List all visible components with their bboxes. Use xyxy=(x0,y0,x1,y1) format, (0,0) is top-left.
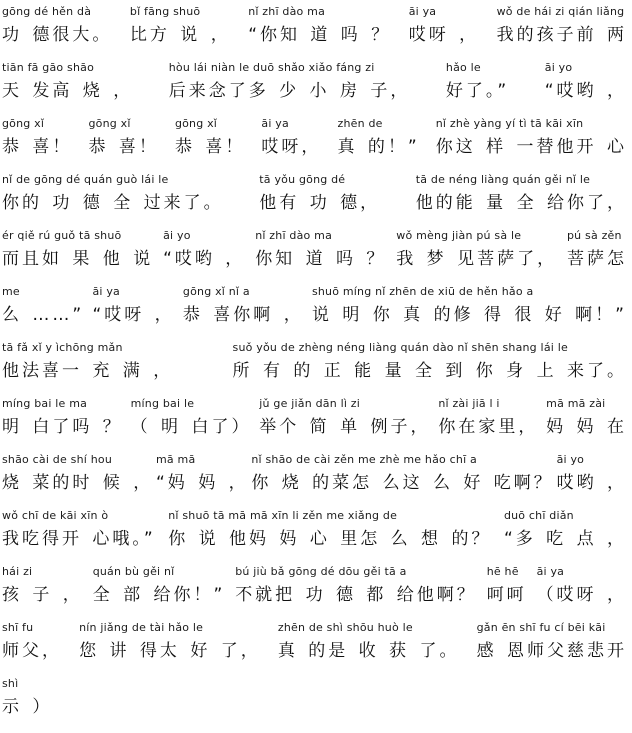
phrase-segment xyxy=(183,284,304,331)
pinyin-annotation: gōng dé hěn dà xyxy=(2,5,92,18)
phrase-segment xyxy=(2,452,153,499)
hanzi-text: 我的孩子前 两 xyxy=(496,25,627,45)
phrase-segment xyxy=(2,564,83,611)
hanzi-text: “妈 妈 ， xyxy=(155,473,249,493)
hanzi-text: （ 明 白了） xyxy=(130,417,252,437)
hanzi-text: 比方 说 ， xyxy=(129,25,231,45)
text-line xyxy=(2,172,627,219)
phrase-segment xyxy=(567,228,627,275)
pinyin-annotation: āi ya xyxy=(408,5,437,18)
phrase-segment xyxy=(169,60,411,107)
hanzi-text: 功 德很大。 xyxy=(2,25,113,45)
text-line xyxy=(2,508,627,555)
phrase-segment xyxy=(2,4,112,51)
pinyin-annotation: zhēn de shì shōu huò le xyxy=(277,621,413,634)
hanzi-text: “你知 道 吗 ？ xyxy=(248,25,392,45)
phrase-segment xyxy=(131,396,252,443)
phrase-segment xyxy=(409,4,479,51)
text-line xyxy=(2,676,627,723)
hanzi-text: 菩萨怎 xyxy=(566,249,627,269)
pinyin-annotation: duō chī diǎn xyxy=(503,509,574,522)
pinyin-annotation: bǐ fāng shuō xyxy=(129,5,201,18)
text-line xyxy=(2,60,627,107)
phrase-segment xyxy=(546,396,627,443)
hanzi-text: 全 部 给你！” xyxy=(92,585,226,605)
pinyin-annotation: hǎo le xyxy=(445,61,481,74)
phrase-segment xyxy=(175,116,245,163)
phrase-segment xyxy=(278,620,460,667)
phrase-segment xyxy=(156,452,249,499)
hanzi-text: 你的 功 德 全 过来了。 xyxy=(2,193,224,213)
pinyin-annotation: nín jiǎng de tài hǎo le xyxy=(79,621,204,634)
hanzi-text: 呵呵 xyxy=(486,585,527,605)
pinyin-annotation: āi ya xyxy=(261,117,289,130)
pinyin-annotation: nǐ zhī dào ma xyxy=(255,229,333,242)
pinyin-annotation: āi ya xyxy=(92,285,120,298)
hanzi-text: “哎哟 ， xyxy=(544,81,627,101)
hanzi-text: 后来念了多 少 小 房 子， xyxy=(168,81,411,101)
pinyin-annotation: shāo cài de shí hou xyxy=(2,453,112,466)
phrase-segment xyxy=(2,508,156,555)
pinyin-annotation: mā mā zài xyxy=(546,397,606,410)
phrase-segment xyxy=(497,4,627,51)
pinyin-annotation: tā fǎ xǐ y ìchōng mǎn xyxy=(2,341,123,354)
phrase-segment xyxy=(163,228,245,275)
phrase-segment xyxy=(416,172,627,219)
hanzi-text: 你在家里， xyxy=(438,417,539,437)
hanzi-text: 你知 道 吗 ？ xyxy=(255,249,387,269)
phrase-segment xyxy=(477,620,627,667)
hanzi-text: 恭 喜！ xyxy=(2,137,73,157)
hanzi-text: 他法喜一 充 满 ， xyxy=(2,361,174,381)
pinyin-annotation: nǐ shuō tā mā mā xīn li zěn me xiǎng de xyxy=(168,509,398,522)
pinyin-annotation: āi ya xyxy=(536,565,565,578)
hanzi-text: 妈 妈 在 xyxy=(546,417,627,437)
pinyin-annotation: gǎn ēn shī fu cí bēi kāi xyxy=(476,621,606,634)
phrase-segment xyxy=(487,564,527,611)
hanzi-text: 师父， xyxy=(2,641,62,661)
pinyin-annotation: jǔ ge jiǎn dān lì zi xyxy=(259,397,361,410)
pinyin-annotation: ér qiě rú guǒ tā shuō xyxy=(2,229,122,242)
phrase-segment xyxy=(248,4,391,51)
phrase-segment xyxy=(93,564,226,611)
text-line xyxy=(2,452,627,499)
pinyin-annotation: nǐ de gōng dé quán guò lái le xyxy=(2,173,169,186)
hanzi-text: 天 发高 烧 ， xyxy=(2,81,134,101)
hanzi-text: 你 说 他妈 妈 心 里怎 么 想 的？ xyxy=(168,529,492,549)
text-line xyxy=(2,4,627,51)
pinyin-annotation: nǐ shāo de cài zěn me zhè me hǎo chī a xyxy=(251,453,477,466)
phrase-segment xyxy=(438,396,538,443)
phrase-segment xyxy=(261,116,321,163)
pinyin-annotation: shì xyxy=(2,677,19,690)
phrase-segment xyxy=(396,228,557,275)
phrase-segment xyxy=(312,284,627,331)
phrase-segment xyxy=(436,116,627,163)
hanzi-text: 恭 喜你啊 ， xyxy=(182,305,304,325)
pinyin-annotation: quán bù gěi nǐ xyxy=(92,565,175,578)
phrase-segment xyxy=(2,284,84,331)
pinyin-annotation: wǒ de hái zi qián liǎng xyxy=(496,5,625,18)
phrase-segment xyxy=(557,452,627,499)
phrase-segment xyxy=(504,508,627,555)
hanzi-text: 孩 子 ， xyxy=(2,585,83,605)
pinyin-annotation: nǐ zài jiā l i xyxy=(438,397,500,410)
hanzi-text: 哎哟 ， xyxy=(556,473,627,493)
phrase-segment xyxy=(545,60,627,107)
phrase-segment xyxy=(2,620,62,667)
hanzi-text: 烧 菜的时 候 ， xyxy=(2,473,154,493)
hanzi-text: 示 ） xyxy=(2,697,53,717)
phrase-segment xyxy=(251,452,553,499)
phrase-segment xyxy=(2,60,133,107)
hanzi-text: 恭 喜！ xyxy=(88,137,159,157)
hanzi-text: （哎呀 ， xyxy=(536,585,627,605)
pinyin-annotation: tā yǒu gōng dé xyxy=(259,173,346,186)
hanzi-text: “多 吃 点 ， xyxy=(503,529,627,549)
phrase-segment xyxy=(2,172,224,219)
hanzi-text: 你这 样 一替他开 心 xyxy=(435,137,627,157)
hanzi-text: 你 烧 的菜怎 么这 么 好 吃啊？ xyxy=(251,473,554,493)
pinyin-annotation: wǒ chī de kāi xīn ò xyxy=(2,509,109,522)
hanzi-text: 真 的是 收 获 了。 xyxy=(277,641,460,661)
text-line xyxy=(2,284,627,331)
hanzi-text: 而且如 果 他 说 xyxy=(2,249,154,269)
phrase-segment xyxy=(259,396,430,443)
hanzi-text: 哎呀， xyxy=(261,137,322,157)
pinyin-annotation: mā mā xyxy=(155,453,196,466)
phrase-segment xyxy=(259,172,380,219)
text-line xyxy=(2,620,627,667)
pinyin-annotation: hē hē xyxy=(486,565,519,578)
hanzi-text: “哎哟 ， xyxy=(163,249,246,269)
pinyin-annotation: āi yo xyxy=(544,61,573,74)
hanzi-text: 不就把 功 德 都 给他啊？ xyxy=(235,585,477,605)
hanzi-text: 您 讲 得太 好 了， xyxy=(79,641,261,661)
pinyin-annotation: tiān fā gāo shāo xyxy=(2,61,95,74)
pinyin-annotation: gōng xǐ xyxy=(2,117,45,130)
hanzi-text: 他有 功 德， xyxy=(259,193,381,213)
phrase-segment xyxy=(2,396,123,443)
pinyin-annotation: suǒ yǒu de zhèng néng liàng quán dào nǐ shēn shang lái le xyxy=(232,341,568,354)
pinyin-annotation: gōng xǐ xyxy=(174,117,218,130)
hanzi-text: 我吃得开 心哦。” xyxy=(2,529,156,549)
pinyin-annotation: tā de néng liàng quán gěi nǐ le xyxy=(415,173,591,186)
phrase-segment xyxy=(2,116,72,163)
pinyin-annotation: shī fu xyxy=(2,621,34,634)
hanzi-text: 真 的！” xyxy=(337,137,420,157)
phrase-segment xyxy=(168,508,491,555)
pinyin-annotation: bú jiù bǎ gōng dé dōu gěi tā a xyxy=(235,565,407,578)
hanzi-text: 好了。” xyxy=(445,81,510,101)
hanzi-text: 所 有 的 正 能 量 全 到 你 身 上 来了。 xyxy=(232,361,627,381)
text-line xyxy=(2,116,627,163)
hanzi-text: 么 ……” xyxy=(2,305,85,325)
phrase-segment xyxy=(88,116,158,163)
phrase-segment xyxy=(92,284,174,331)
phrase-segment xyxy=(337,116,419,163)
phrase-segment xyxy=(79,620,261,667)
text-line xyxy=(2,396,627,443)
pinyin-annotation: me xyxy=(2,285,20,298)
phrase-segment xyxy=(2,340,173,387)
pinyin-annotation: gōng xǐ xyxy=(88,117,131,130)
pinyin-annotation: zhēn de xyxy=(337,117,383,130)
text-line xyxy=(2,228,627,275)
hanzi-text: 说 明 你 真 的修 得 很 好 啊！” xyxy=(311,305,627,325)
phrase-segment xyxy=(446,60,509,107)
pinyin-annotation: hòu lái niàn le duō shǎo xiǎo fáng zi xyxy=(168,61,375,74)
hanzi-text: 我 梦 见菩萨了， xyxy=(396,249,558,269)
hanzi-text: 哎呀 ， xyxy=(408,25,480,45)
phrase-segment xyxy=(235,564,477,611)
phrase-segment xyxy=(537,564,627,611)
pinyin-annotation: wǒ mèng jiàn pú sà le xyxy=(396,229,522,242)
hanzi-text: “哎呀 ， xyxy=(92,305,175,325)
hanzi-text: 恭 喜！ xyxy=(174,137,246,157)
hanzi-text: 他的能 量 全 给你了， xyxy=(415,193,627,213)
pinyin-annotation: gōng xǐ nǐ a xyxy=(182,285,250,298)
pinyin-annotation: āi yo xyxy=(556,453,585,466)
hanzi-text: 明 白了吗 ？ xyxy=(2,417,123,437)
phrase-segment xyxy=(2,228,153,275)
text-line xyxy=(2,340,627,387)
pinyin-annotation: pú sà zěn xyxy=(566,229,622,242)
hanzi-text: 举个 简 单 例子， xyxy=(259,417,431,437)
pinyin-annotation: nǐ zhè yàng yí tì tā kāi xīn xyxy=(435,117,584,130)
pinyin-annotation: āi yo xyxy=(163,229,191,242)
pinyin-annotation: nǐ zhī dào ma xyxy=(248,5,326,18)
hanzi-text: 感 恩师父慈悲开 xyxy=(476,641,627,661)
phrase-segment xyxy=(2,676,52,723)
pinyin-annotation: míng bai le xyxy=(130,397,195,410)
pinyin-annotation: hái zi xyxy=(2,565,33,578)
phrase-segment xyxy=(255,228,386,275)
pinyin-annotation: míng bai le ma xyxy=(2,397,88,410)
phrase-segment xyxy=(130,4,231,51)
text-line xyxy=(2,564,627,611)
pinyin-annotation: shuō míng nǐ zhēn de xiū de hěn hǎo a xyxy=(311,285,534,298)
phrase-segment xyxy=(233,340,627,387)
